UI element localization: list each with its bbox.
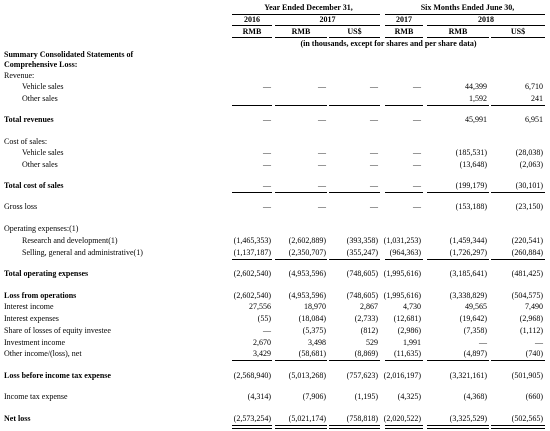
row-value: — [370, 115, 378, 124]
row-value: 7,490 [525, 302, 543, 311]
row-label: Interest income [4, 302, 54, 311]
row-label: Investment income [4, 338, 66, 347]
row-label: Other income/(loss), net [4, 349, 82, 358]
total-double-rule [385, 425, 423, 429]
row-value: 2,670 [253, 338, 271, 347]
row-label: Revenue: [4, 71, 35, 80]
row-value: 2,867 [360, 302, 378, 311]
row-value: — [413, 82, 421, 91]
row-value: — [263, 82, 271, 91]
row-value: — [413, 160, 421, 169]
rule [275, 25, 380, 26]
row-value: (2,733) [354, 314, 378, 323]
subtotal-rule [329, 360, 380, 361]
row-value: (4,953,596) [288, 269, 326, 278]
row-value: (1,112) [519, 326, 543, 335]
subtotal-rule [427, 105, 489, 106]
row-value: — [263, 181, 271, 190]
header-2017: 2017 [319, 15, 336, 24]
row-value: — [479, 338, 487, 347]
row-value: (2,568,940) [233, 371, 271, 380]
row-label: Other sales [22, 160, 58, 169]
row-value: (2,350,707) [288, 248, 326, 257]
row-value: (4,953,596) [288, 291, 326, 300]
row-label: Loss from operations [4, 291, 77, 300]
row-value: — [370, 148, 378, 157]
row-value: (758,818) [346, 414, 378, 423]
row-value: — [318, 181, 326, 190]
row-value: 1,592 [469, 94, 487, 103]
row-value: (1,459,344) [449, 236, 487, 245]
subtotal-rule [275, 360, 327, 361]
row-value: — [318, 82, 326, 91]
row-label: Research and development(1) [22, 236, 118, 245]
row-value: (1,995,616) [383, 291, 421, 300]
row-value: — [263, 148, 271, 157]
row-value: (260,884) [511, 248, 543, 257]
subtotal-rule [329, 105, 380, 106]
currency-2: RMB [291, 27, 311, 36]
row-value: (58,681) [298, 349, 326, 358]
row-label: Cost of sales: [4, 137, 48, 146]
row-value: (23,150) [515, 202, 543, 211]
row-value: 529 [366, 338, 378, 347]
row-value: (3,185,641) [449, 269, 487, 278]
row-value: 6,951 [525, 115, 543, 124]
row-value: (748,605) [346, 269, 378, 278]
row-label: Vehicle sales [22, 148, 64, 157]
row-value: (2,602,540) [233, 291, 271, 300]
row-value: (2,020,522) [383, 414, 421, 423]
row-label: Interest expenses [4, 314, 59, 323]
row-value: (185,531) [455, 148, 487, 157]
row-value: (1,031,253) [383, 236, 421, 245]
row-label: Share of losses of equity investee [4, 326, 111, 335]
currency-6: US$ [510, 27, 526, 36]
row-value: (3,325,529) [449, 414, 487, 423]
subtotal-rule [385, 192, 423, 193]
statement-title-line2: Comprehensive Loss: [4, 60, 78, 69]
row-value: — [318, 160, 326, 169]
currency-4: RMB [394, 27, 414, 36]
subtotal-rule [427, 360, 489, 361]
row-value: (812) [360, 326, 378, 335]
row-value: — [263, 160, 271, 169]
row-value: (740) [525, 349, 543, 358]
row-label: Total revenues [4, 115, 54, 124]
row-value: (7,906) [302, 392, 326, 401]
row-value: (19,642) [459, 314, 487, 323]
row-value: (153,188) [455, 202, 487, 211]
row-value: (4,897) [463, 349, 487, 358]
row-value: (502,565) [511, 414, 543, 423]
row-value: (5,375) [302, 326, 326, 335]
row-value: 4,730 [403, 302, 421, 311]
subtotal-rule [232, 192, 272, 193]
subtotal-rule [232, 360, 272, 361]
row-value: (28,038) [515, 148, 543, 157]
subtotal-rule [232, 105, 272, 106]
row-value: (1,995,616) [383, 269, 421, 278]
row-value: 45,991 [465, 115, 487, 124]
row-value: 241 [531, 94, 543, 103]
rule [491, 37, 545, 38]
row-value: — [413, 148, 421, 157]
row-label: Total operating expenses [4, 269, 89, 278]
row-value: (30,101) [515, 181, 543, 190]
header-note: (in thousands, except for shares and per share data) [300, 39, 477, 48]
row-value: (1,726,297) [449, 248, 487, 257]
row-value: 44,399 [465, 82, 487, 91]
rule [427, 37, 489, 38]
row-value: — [535, 338, 543, 347]
subtotal-rule [275, 192, 327, 193]
row-value: (757,623) [346, 371, 378, 380]
row-value: (2,016,197) [383, 371, 421, 380]
row-value: (2,063) [519, 160, 543, 169]
row-label: Other sales [22, 94, 58, 103]
row-value: (1,137,187) [233, 248, 271, 257]
subtotal-rule [491, 192, 545, 193]
row-value: — [318, 202, 326, 211]
row-value: — [263, 115, 271, 124]
row-value: — [263, 326, 271, 335]
row-value: (964,363) [389, 248, 421, 257]
header-six-group: Six Months Ended June 30, [420, 3, 515, 12]
row-label: Selling, general and administrative(1) [22, 248, 143, 257]
row-value: (2,986) [397, 326, 421, 335]
row-value: (11,635) [393, 349, 421, 358]
row-label: Total cost of sales [4, 181, 64, 190]
row-value: 6,710 [525, 82, 543, 91]
row-value: (355,247) [346, 248, 378, 257]
row-value: (2,968) [519, 314, 543, 323]
subtotal-rule [491, 360, 545, 361]
rule [427, 25, 545, 26]
row-value: (748,605) [346, 291, 378, 300]
row-label: Vehicle sales [22, 82, 64, 91]
row-value: (3,321,161) [449, 371, 487, 380]
row-label: Income tax expense [4, 392, 68, 401]
row-value: (18,084) [298, 314, 326, 323]
row-value: (4,325) [397, 392, 421, 401]
row-value: (1,195) [354, 392, 378, 401]
row-label: Net loss [4, 414, 31, 423]
row-value: (660) [525, 392, 543, 401]
row-value: (2,602,540) [233, 269, 271, 278]
row-value: — [318, 148, 326, 157]
row-label: Loss before income tax expense [4, 371, 111, 380]
row-value: 27,556 [249, 302, 271, 311]
subtotal-rule [275, 105, 327, 106]
subtotal-rule [491, 105, 545, 106]
row-value: (3,338,829) [449, 291, 487, 300]
rule [275, 37, 327, 38]
row-value: — [413, 202, 421, 211]
row-label: Gross loss [4, 202, 38, 211]
row-value: 3,498 [308, 338, 326, 347]
subtotal-rule [329, 259, 380, 260]
row-value: (220,541) [511, 236, 543, 245]
row-value: 18,970 [304, 302, 326, 311]
total-double-rule [491, 425, 545, 429]
rule [385, 37, 423, 38]
row-value: (55) [257, 314, 271, 323]
row-value: (7,358) [463, 326, 487, 335]
row-value: — [370, 181, 378, 190]
row-value: (4,314) [247, 392, 271, 401]
subtotal-rule [491, 259, 545, 260]
row-value: (199,179) [455, 181, 487, 190]
subtotal-rule [232, 259, 272, 260]
header-2016: 2016 [244, 15, 260, 24]
row-value: — [263, 202, 271, 211]
currency-1: RMB [242, 27, 262, 36]
row-value: 1,991 [403, 338, 421, 347]
row-value: (5,021,174) [288, 414, 326, 423]
total-double-rule [329, 425, 380, 429]
subtotal-rule [385, 259, 423, 260]
row-value: (12,681) [393, 314, 421, 323]
row-value: (393,358) [346, 236, 378, 245]
row-value: — [413, 115, 421, 124]
row-value: (2,573,254) [233, 414, 271, 423]
subtotal-rule [329, 192, 380, 193]
row-value: (481,425) [511, 269, 543, 278]
subtotal-rule [385, 105, 423, 106]
row-value: — [370, 202, 378, 211]
row-value: — [370, 82, 378, 91]
rule [232, 37, 272, 38]
subtotal-rule [275, 259, 327, 260]
header-2018: 2018 [478, 15, 494, 24]
row-value: (504,575) [511, 291, 543, 300]
currency-5: RMB [448, 27, 468, 36]
total-double-rule [427, 425, 489, 429]
total-double-rule [232, 425, 272, 429]
statement-title-line1: Summary Consolidated Statements of [4, 50, 134, 59]
subtotal-rule [385, 360, 423, 361]
rule [232, 25, 272, 26]
row-value: — [318, 115, 326, 124]
row-value: (5,013,268) [288, 371, 326, 380]
row-value: (501,905) [511, 371, 543, 380]
row-value: — [370, 160, 378, 169]
subtotal-rule [427, 192, 489, 193]
row-value: (1,465,353) [233, 236, 271, 245]
currency-3: US$ [347, 27, 362, 36]
header-2017b: 2017 [396, 15, 412, 24]
row-value: 49,565 [465, 302, 487, 311]
rule [329, 37, 380, 38]
row-label: Operating expenses:(1) [4, 224, 79, 233]
rule [385, 25, 423, 26]
row-value: 3,429 [253, 349, 271, 358]
total-double-rule [275, 425, 327, 429]
row-value: (4,368) [463, 392, 487, 401]
row-value: (2,602,889) [288, 236, 326, 245]
header-year-group: Year Ended December 31, [264, 3, 353, 12]
row-value: — [413, 181, 421, 190]
row-value: (8,869) [354, 349, 378, 358]
subtotal-rule [427, 259, 489, 260]
row-value: (13,648) [459, 160, 487, 169]
